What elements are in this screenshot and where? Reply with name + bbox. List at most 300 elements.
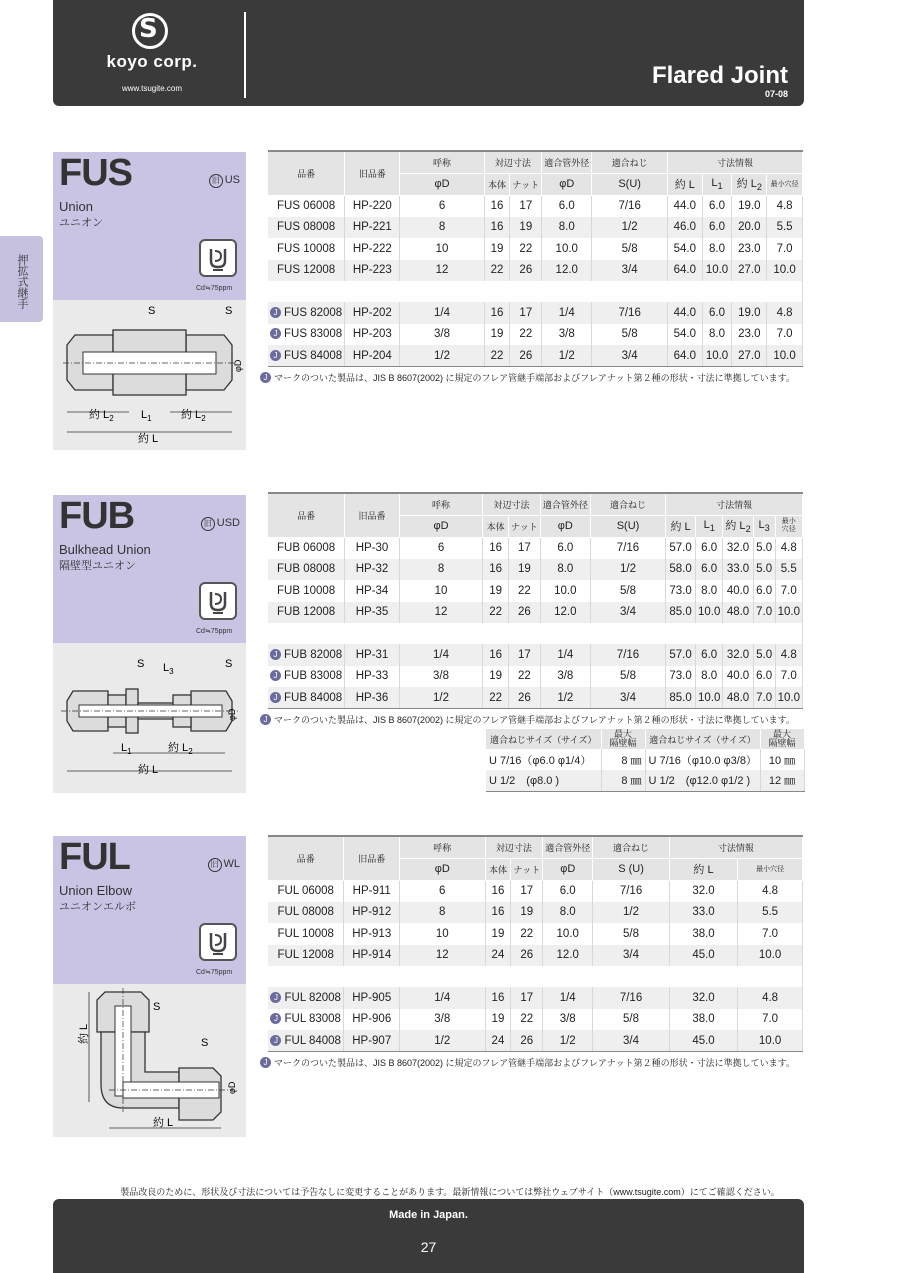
table-cell: 5.0 [753, 559, 775, 581]
old-code-badge: 旧 WL [208, 858, 241, 872]
part-number-cell: FUB 08008 [268, 559, 345, 581]
table-cell: 45.0 [669, 945, 737, 967]
jis-note: J マークのついた製品は、JIS B 8607(2002) に規定のフレア管継手端部およびフレアナット第２種の形状・寸法に準拠しています。 [260, 1056, 795, 1069]
table-cell: 3/8 [543, 1009, 593, 1031]
table-cell: 8.0 [542, 217, 592, 239]
table-cell: 57.0 [666, 644, 696, 666]
table-cell: 16 [483, 644, 509, 666]
svg-text:S: S [137, 658, 145, 670]
table-cell: 5.5 [775, 559, 802, 581]
table-cell: 6.0 [542, 195, 592, 217]
svg-text:約 L2: 約 $L_2$ [89, 409, 114, 423]
page-footer [53, 1199, 804, 1273]
jis-mark-icon: J [270, 1013, 281, 1024]
product-label-fus [53, 152, 246, 300]
part-number-cell: FUL 08008 [268, 902, 344, 924]
table-cell: 10 [399, 923, 485, 945]
table-cell: 3/8 [399, 1009, 485, 1031]
table-cell: 73.0 [666, 666, 696, 688]
table-cell: 19 [485, 923, 511, 945]
table-cell: 1/2 [592, 217, 668, 239]
table-cell: 10 [399, 580, 482, 602]
table-cell: 7.0 [775, 580, 802, 602]
table-cell: 16 [485, 987, 511, 1009]
table-cell: 23.0 [732, 238, 767, 260]
table-cell: 19 [508, 559, 540, 581]
table-cell: 22 [510, 238, 542, 260]
table-cell: 16 [484, 217, 510, 239]
cadmium-spec: Cd≒75ppm [196, 285, 233, 292]
table-cell: HP-203 [345, 324, 400, 346]
table-cell: 6.0 [695, 644, 722, 666]
table-cell: HP-36 [345, 687, 400, 709]
table-cell: 1/4 [400, 302, 484, 324]
table-cell: HP-35 [345, 602, 400, 624]
table-cell: 3/8 [540, 666, 590, 688]
table-cell: 1/4 [399, 644, 482, 666]
table-cell: HP-33 [345, 666, 400, 688]
table-cell: 40.0 [723, 580, 753, 602]
table-cell: 19 [484, 238, 510, 260]
jis-mark-icon: J [270, 649, 281, 660]
table-cell: HP-912 [344, 902, 400, 924]
part-number-cell: J FUL 84008 [268, 1030, 344, 1052]
part-number-cell: FUL 12008 [268, 945, 344, 967]
drawing-fub [53, 643, 246, 793]
table-cell: 5.0 [753, 537, 775, 559]
table-cell: 3/8 [542, 324, 592, 346]
made-in-japan: Made in Japan. [389, 1209, 468, 1221]
table-cell: 4.8 [775, 537, 802, 559]
table-cell: 5/8 [593, 923, 670, 945]
table-cell: 8.0 [695, 580, 722, 602]
table-cell: 7/16 [592, 195, 668, 217]
table-cell: 12 [399, 602, 482, 624]
part-number-cell: FUS 12008 [268, 260, 345, 282]
part-number-cell: FUL 06008 [268, 880, 344, 902]
product-code: FUS [59, 152, 132, 194]
company-url[interactable]: www.tsugite.com [121, 84, 183, 93]
table-cell: 85.0 [666, 687, 696, 709]
table-cell: 7/16 [593, 880, 670, 902]
table-cell: 19 [485, 1009, 511, 1031]
svg-text:S: S [153, 1001, 161, 1013]
old-code-badge: 旧 US [209, 174, 240, 188]
spec-table-fus: 品番 旧品番 呼称 対辺寸法 適合管外径 適合ねじ 寸法情報 φD 本体 ナット φD S(U) 約 L $L_1$ 約 $L_2$ 最小穴径 FUS 06008 HP-220 6 16 17 6.0 7/16 44.0 6.0 19.0 4.8 FUS 08008 HP-221 8 16 19 8.0 1/2 46.0 6.0 20.0 5.5 FUS 10008 HP-222 10 19 22 10.0 5/8 54.0 8.0 23.0 7.0 FUS 12008 HP-223 12 22 26 12.0 3/4 64.0 10.0 27.0 10.0 J FUS 82008 HP-202 1/4 16 17 1/4 7/16 44.0 6.0 19.0 4.8 J FUS 83008 HP-203 3/8 19 22 3/8 5/8 54.0 8.0 23.0 7.0 J FUS 84008 HP-204 1/2 22 26 1/2 3/4 64.0 10.0 27.0 10.0 [268, 150, 803, 367]
table-cell: 10.0 [738, 945, 803, 967]
table-cell: 3/8 [400, 324, 484, 346]
table-cell: HP-905 [344, 987, 400, 1009]
table-cell: 4.8 [738, 987, 803, 1009]
table-row [268, 602, 803, 624]
part-number-cell: J FUS 84008 [268, 345, 345, 367]
part-number-cell: J FUB 84008 [268, 687, 345, 709]
table-cell: 40.0 [723, 666, 753, 688]
table-cell: 57.0 [666, 537, 696, 559]
table-row [268, 238, 803, 260]
table-row [268, 580, 803, 602]
svg-text:φD: φD [227, 1081, 237, 1094]
page-number: 27 [420, 1239, 437, 1255]
old-code-badge: 旧 USD [201, 517, 240, 531]
table-cell: 33.0 [723, 559, 753, 581]
table-cell: HP-204 [345, 345, 400, 367]
table-cell: 7.0 [775, 666, 802, 688]
svg-text:約 L2: 約 $L_2$ [181, 409, 206, 423]
table-row [268, 687, 803, 709]
table-cell: 4.8 [775, 644, 802, 666]
table-cell: 22 [484, 345, 510, 367]
part-number-cell: J FUS 83008 [268, 324, 345, 346]
table-cell: 17 [510, 195, 542, 217]
svg-text:約 L: 約 L [138, 764, 159, 776]
svg-text:S: S [225, 305, 233, 317]
product-label-ful [53, 836, 246, 984]
table-cell: 1/2 [543, 1030, 593, 1052]
part-number-cell: FUB 10008 [268, 580, 345, 602]
svg-text:S: S [148, 305, 156, 317]
table-cell: 26 [511, 1030, 543, 1052]
side-index-tab[interactable]: 押拡式継手 [0, 236, 43, 322]
table-row [268, 345, 803, 367]
table-cell: 44.0 [668, 302, 703, 324]
table-cell: 23.0 [732, 324, 767, 346]
table-cell: 5/8 [592, 238, 668, 260]
table-cell: 8.0 [695, 666, 722, 688]
table-row [268, 324, 803, 346]
table-cell: 8.0 [702, 238, 732, 260]
product-code: FUB [59, 495, 135, 537]
table-cell: 6.0 [702, 217, 732, 239]
product-name-jp: ユニオンエルボ [59, 901, 136, 913]
product-name-jp: ユニオン [59, 217, 103, 229]
page-header [53, 0, 804, 106]
company-name: koyo corp. [106, 52, 198, 71]
svg-text:φD: φD [233, 359, 243, 372]
table-cell: 7.0 [753, 687, 775, 709]
table-cell: 6.0 [540, 537, 590, 559]
table-cell: 19.0 [732, 195, 767, 217]
table-cell: 38.0 [669, 1009, 737, 1031]
svg-text:L3: $L_3$ [163, 662, 174, 676]
table-cell: 54.0 [668, 238, 703, 260]
table-cell: 10.0 [702, 345, 732, 367]
jis-mark-icon: J [270, 328, 281, 339]
table-cell: 6 [399, 880, 485, 902]
table-cell: 22 [508, 580, 540, 602]
table-cell: 26 [511, 945, 543, 967]
table-cell: HP-906 [344, 1009, 400, 1031]
table-cell: 4.8 [738, 880, 803, 902]
table-cell: 10 [400, 238, 484, 260]
svg-text:L1: $L_1$ [141, 409, 152, 423]
table-cell: 24 [485, 1030, 511, 1052]
cadmium-spec: Cd≒75ppm [196, 628, 233, 635]
table-cell: 26 [508, 687, 540, 709]
part-number-cell: FUL 10008 [268, 923, 344, 945]
table-cell: 10.0 [542, 238, 592, 260]
table-cell: 22 [508, 666, 540, 688]
table-cell: 5/8 [590, 580, 665, 602]
table-row [268, 880, 803, 902]
part-number-cell: FUB 06008 [268, 537, 345, 559]
table-cell: 1/4 [542, 302, 592, 324]
table-cell: HP-31 [345, 644, 400, 666]
table-row [268, 302, 803, 324]
table-cell: 27.0 [732, 260, 767, 282]
table-row [268, 195, 803, 217]
jis-note: J マークのついた製品は、JIS B 8607(2002) に規定のフレア管継手端部およびフレアナット第２種の形状・寸法に準拠しています。 [260, 371, 795, 384]
table-cell: 12 [400, 260, 484, 282]
table-cell: 5/8 [593, 1009, 670, 1031]
svg-text:約 L: 約 L [153, 1117, 174, 1129]
table-cell: 4.8 [767, 302, 803, 324]
jis-mark-icon: J [270, 670, 281, 681]
table-cell: HP-221 [345, 217, 400, 239]
table-cell: 73.0 [666, 580, 696, 602]
table-cell: 1/4 [543, 987, 593, 1009]
table-cell: 44.0 [668, 195, 703, 217]
table-cell: 6.0 [753, 580, 775, 602]
table-cell: 5/8 [592, 324, 668, 346]
table-cell: 7/16 [590, 644, 665, 666]
product-name-en: Union [59, 199, 93, 214]
table-cell: 10.0 [767, 260, 803, 282]
table-cell: 22 [483, 687, 509, 709]
page-code: 07-08 [764, 89, 788, 99]
table-cell: 32.0 [669, 880, 737, 902]
table-cell: HP-32 [345, 559, 400, 581]
part-number-cell: J FUB 83008 [268, 666, 345, 688]
table-cell: 1/2 [399, 1030, 485, 1052]
table-row [268, 923, 803, 945]
table-cell: 1/4 [399, 987, 485, 1009]
table-cell: 17 [508, 644, 540, 666]
table-row [268, 260, 803, 282]
table-cell: 3/4 [590, 687, 665, 709]
table-cell: 8.0 [540, 559, 590, 581]
table-cell: 26 [510, 260, 542, 282]
jis-mark-icon: J [270, 692, 281, 703]
svg-text:S: S [201, 1037, 209, 1049]
table-cell: 1/4 [540, 644, 590, 666]
table-row [268, 537, 803, 559]
table-cell: 45.0 [669, 1030, 737, 1052]
part-number-cell: FUS 10008 [268, 238, 345, 260]
table-cell: 5/8 [590, 666, 665, 688]
table-row [268, 902, 803, 924]
table-cell: 19 [510, 217, 542, 239]
spacer-row [268, 281, 803, 302]
table-cell: 32.0 [669, 987, 737, 1009]
table-cell: 64.0 [668, 260, 703, 282]
jis-mark-icon: J [270, 307, 281, 318]
part-number-cell: J FUL 82008 [268, 987, 344, 1009]
table-cell: 16 [484, 195, 510, 217]
table-cell: 17 [508, 537, 540, 559]
table-cell: 3/4 [592, 260, 668, 282]
part-number-cell: FUB 12008 [268, 602, 345, 624]
table-cell: 6 [400, 195, 484, 217]
table-cell: 48.0 [723, 687, 753, 709]
table-row [268, 1030, 803, 1052]
table-row [268, 945, 803, 967]
table-cell: 20.0 [732, 217, 767, 239]
table-cell: HP-907 [344, 1030, 400, 1052]
part-number-cell: FUS 06008 [268, 195, 345, 217]
table-cell: 10.0 [695, 687, 722, 709]
table-cell: HP-220 [345, 195, 400, 217]
table-cell: 38.0 [669, 923, 737, 945]
part-number-cell: J FUS 82008 [268, 302, 345, 324]
table-cell: 48.0 [723, 602, 753, 624]
table-cell: 17 [511, 987, 543, 1009]
table-cell: 6.0 [702, 302, 732, 324]
table-cell: 54.0 [668, 324, 703, 346]
table-cell: HP-223 [345, 260, 400, 282]
svg-text:S: S [225, 658, 233, 670]
table-cell: 26 [510, 345, 542, 367]
product-label-fub [53, 495, 246, 643]
table-cell: 6.0 [543, 880, 593, 902]
product-name-jp: 隔壁型ユニオン [59, 560, 136, 572]
table-cell: 7/16 [593, 987, 670, 1009]
jis-mark-icon: J [270, 350, 281, 361]
cadmium-spec: Cd≒75ppm [196, 969, 233, 976]
table-cell: 22 [511, 1009, 543, 1031]
jis-note: J マークのついた製品は、JIS B 8607(2002) に規定のフレア管継手端部およびフレアナット第２種の形状・寸法に準拠しています。 [260, 713, 795, 726]
table-cell: 6.0 [702, 195, 732, 217]
table-cell: 3/8 [399, 666, 482, 688]
table-cell: 16 [483, 537, 509, 559]
table-cell: 7.0 [738, 1009, 803, 1031]
table-cell: 6.0 [695, 559, 722, 581]
table-cell: 7.0 [767, 324, 803, 346]
table-cell: HP-34 [345, 580, 400, 602]
table-cell: 12 [399, 945, 485, 967]
table-cell: 10.0 [738, 1030, 803, 1052]
table-cell: 32.0 [723, 537, 753, 559]
page-title: Flared Joint [651, 62, 788, 89]
bulkhead-gap-table: 適合ねじサイズ（サイズ） 最大 隔壁幅 適合ねじサイズ（サイズ） 最大 隔壁幅 U 7/16（φ6.0 φ1/4） 8 ㎜ U 7/16（φ10.0 φ3/8） 10 ㎜ U 1/2 (φ8.0 ) 8 ㎜ U 1/2 (φ12.0 φ1/2 ) 12 ㎜ [486, 729, 805, 792]
table-cell: 6 [399, 537, 482, 559]
table-cell: 1/2 [542, 345, 592, 367]
cadmium-free-icon [199, 582, 237, 620]
table-row [268, 987, 803, 1009]
table-row [268, 644, 803, 666]
table-cell: HP-911 [344, 880, 400, 902]
svg-text:約 L: 約 L [138, 433, 159, 445]
table-cell: 16 [484, 302, 510, 324]
table-cell: 10.0 [775, 602, 802, 624]
table-row [268, 217, 803, 239]
table-cell: 17 [510, 302, 542, 324]
table-cell: HP-913 [344, 923, 400, 945]
table-cell: 8.0 [702, 324, 732, 346]
table-cell: 12.0 [543, 945, 593, 967]
table-cell: HP-914 [344, 945, 400, 967]
table-cell: 7/16 [590, 537, 665, 559]
table-cell: 8 [399, 902, 485, 924]
logo-mark: S [139, 14, 158, 44]
table-cell: 12.0 [542, 260, 592, 282]
table-cell: 5.5 [767, 217, 803, 239]
table-cell: 1/2 [540, 687, 590, 709]
spacer-row [268, 966, 803, 987]
table-cell: 22 [511, 923, 543, 945]
product-name-en: Bulkhead Union [59, 542, 151, 557]
table-cell: 5.0 [753, 644, 775, 666]
footer-note: 製品改良のために、形状及び寸法については予告なしに変更することがあります。最新情報については弊社ウェブサイト（www.tsugite.com）にてご確認ください。 [120, 1187, 780, 1197]
table-cell: HP-222 [345, 238, 400, 260]
table-cell: 1/2 [399, 687, 482, 709]
table-cell: 1/2 [400, 345, 484, 367]
table-cell: 12.0 [540, 602, 590, 624]
table-cell: 8 [399, 559, 482, 581]
spec-table-ful: 品番 旧品番 呼称 対辺寸法 適合管外径 適合ねじ 寸法情報 φD 本体 ナット φD S (U) 約 L 最小穴径 FUL 06008 HP-911 6 16 17 6.0 7/16 32.0 4.8 FUL 08008 HP-912 8 16 19 8.0 1/2 33.0 5.5 FUL 10008 HP-913 10 19 22 10.0 5/8 38.0 7.0 FUL 12008 HP-914 12 24 26 12.0 3/4 45.0 10.0 J FUL 82008 HP-905 1/4 16 17 1/4 7/16 32.0 4.8 J FUL 83008 HP-906 3/8 19 22 3/8 5/8 38.0 7.0 J FUL 84008 HP-907 1/2 24 26 1/2 3/4 45.0 10.0 [268, 835, 803, 1052]
part-number-cell: FUS 08008 [268, 217, 345, 239]
cadmium-free-icon [199, 923, 237, 961]
table-cell: 7.0 [767, 238, 803, 260]
spacer-row [268, 623, 803, 644]
table-row [268, 666, 803, 688]
table-cell: 8 [400, 217, 484, 239]
table-cell: 26 [508, 602, 540, 624]
table-cell: 7/16 [592, 302, 668, 324]
table-cell: 19 [483, 580, 509, 602]
table-cell: 22 [484, 260, 510, 282]
table-cell: 3/4 [592, 345, 668, 367]
product-code: FUL [59, 836, 130, 878]
table-cell: 7.0 [738, 923, 803, 945]
table-cell: 27.0 [732, 345, 767, 367]
table-cell: 7.0 [753, 602, 775, 624]
svg-text:L1: $L_1$ [121, 742, 132, 756]
table-cell: 16 [485, 902, 511, 924]
drawing-ful [53, 984, 246, 1137]
table-cell: 85.0 [666, 602, 696, 624]
table-cell: 10.0 [767, 345, 803, 367]
table-cell: 10.0 [540, 580, 590, 602]
table-cell: 10.0 [543, 923, 593, 945]
part-number-cell: J FUB 82008 [268, 644, 345, 666]
table-cell: 16 [485, 880, 511, 902]
table-cell: 3/4 [590, 602, 665, 624]
table-cell: 10.0 [695, 602, 722, 624]
table-cell: 33.0 [669, 902, 737, 924]
cadmium-free-icon [199, 239, 237, 277]
jis-mark-icon: J [270, 992, 281, 1003]
table-cell: 6.0 [753, 666, 775, 688]
svg-text:φD: φD [227, 708, 237, 721]
table-cell: HP-202 [345, 302, 400, 324]
table-cell: 5.5 [738, 902, 803, 924]
table-cell: 22 [510, 324, 542, 346]
table-cell: 6.0 [695, 537, 722, 559]
jis-mark-icon: J [270, 1035, 281, 1046]
table-cell: 4.8 [767, 195, 803, 217]
table-cell: 1/2 [590, 559, 665, 581]
table-cell: 46.0 [668, 217, 703, 239]
svg-text:約 L: 約 L [78, 1023, 90, 1044]
spec-table-fub: 品番 旧品番 呼称 対辺寸法 適合管外径 適合ねじ 寸法情報 φD 本体 ナット φD S(U) 約 L $L_1$ 約 $L_2$ $L_3$ 最小 穴径 FUB 06008 HP-30 6 16 17 6.0 7/16 57.0 6.0 32.0 5.0 4.8 FUB 08008 HP-32 8 16 19 8.0 1/2 58.0 6.0 33.0 5.0 5.5 FUB 10008 HP-34 10 19 22 10.0 5/8 73.0 8.0 40.0 6.0 7.0 FUB 12008 HP-35 12 22 26 12.0 3/4 85.0 10.0 48.0 7.0 10.0 J FUB 82008 HP-31 1/4 16 17 1/4 7/16 57.0 6.0 32.0 5.0 4.8 J FUB 83008 HP-33 3/8 19 22 3/8 5/8 73.0 8.0 40.0 6.0 7.0 J FUB 84008 HP-36 1/2 22 26 1/2 3/4 85.0 10.0 48.0 7.0 10.0 [268, 492, 803, 709]
table-cell: 24 [485, 945, 511, 967]
table-cell: 64.0 [668, 345, 703, 367]
table-cell: 58.0 [666, 559, 696, 581]
product-name-en: Union Elbow [59, 883, 132, 898]
header-divider [244, 12, 246, 98]
table-row [268, 559, 803, 581]
